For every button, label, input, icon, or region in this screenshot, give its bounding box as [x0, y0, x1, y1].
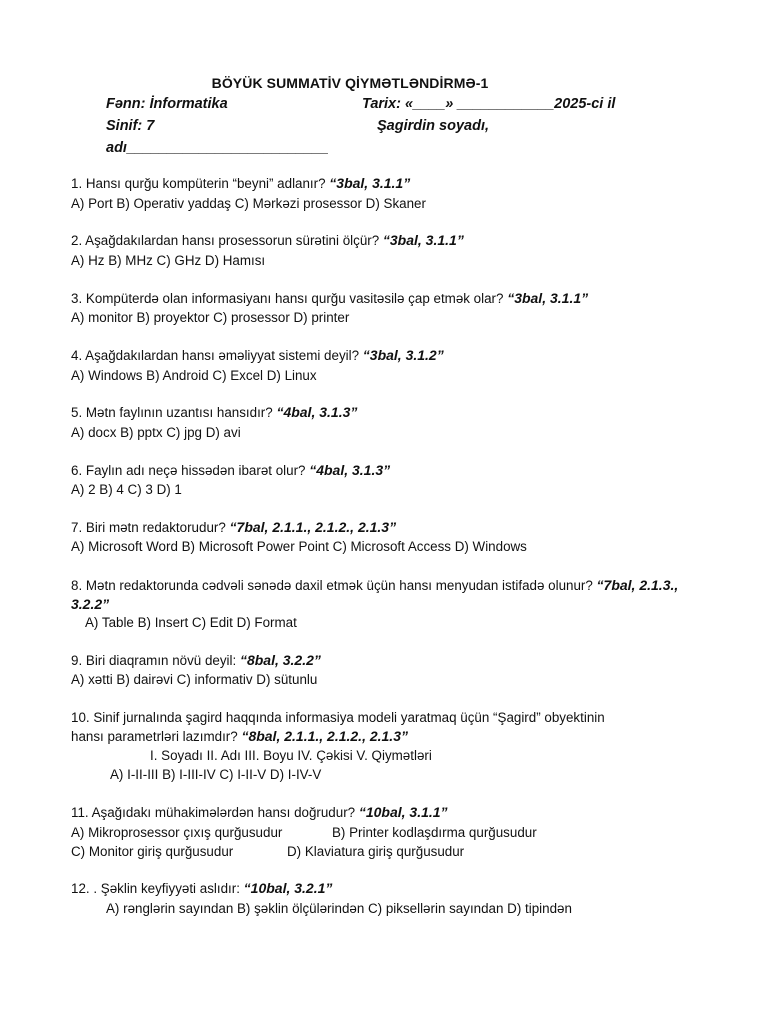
question-points: “10bal, 3.2.1” [243, 880, 333, 896]
answer-options: A) docx B) pptx C) jpg D) avi [71, 425, 241, 440]
question-10 [71, 708, 605, 727]
question-7 [71, 518, 396, 537]
question-points: “7bal, 2.1.1., 2.1.2., 2.1.3” [229, 519, 397, 535]
question-3 [71, 289, 588, 308]
question-12 [71, 879, 332, 898]
date-field: Tarix: «____» ____________2025-ci il [362, 96, 616, 112]
question-text: 7. Biri mətn redaktorudur? [71, 520, 230, 535]
answer-options: A) Microsoft Word B) Microsoft Power Point C) Microsoft Access D) Windows [71, 539, 527, 554]
answer-option-b: B) Printer kodlaşdırma qurğusudur [332, 825, 537, 840]
question-text: 1. Hansı qurğu kompüterin “beyni” adlanır? [71, 176, 330, 191]
question-text: 9. Biri diaqramın növü deyil: [71, 653, 240, 668]
question-8 [71, 576, 678, 595]
question-points: “3bal, 3.1.1” [507, 290, 589, 306]
answer-options: A) 2 B) 4 C) 3 D) 1 [71, 482, 182, 497]
question-points: “7bal, 2.1.3., [596, 577, 679, 593]
answer-option-d: D) Klaviatura giriş qurğusudur [287, 844, 465, 859]
question-points: “4bal, 3.1.3” [276, 404, 358, 420]
question-points: “3bal, 3.1.2” [362, 347, 444, 363]
question-8-continuation [71, 595, 109, 614]
exam-title: BÖYÜK SUMMATİV QİYMƏTLƏNDİRMƏ-1 [211, 75, 489, 91]
question-points: “10bal, 3.1.1” [358, 804, 448, 820]
answer-option-c: C) Monitor giriş qurğusudur [71, 844, 234, 859]
question-points: “8bal, 3.2.2” [239, 652, 321, 668]
question-6 [71, 461, 390, 480]
answer-option-a: A) Mikroprosessor çıxış qurğusudur [71, 825, 283, 840]
question-points-continued: 3.2.2” [71, 596, 110, 612]
question-text: 8. Mətn redaktorunda cədvəli sənədə daxil etmək üçün hansı menyudan istifadə olunur? [71, 578, 597, 593]
answer-options: A) Hz B) MHz C) GHz D) Hamısı [71, 253, 266, 268]
question-points: “4bal, 3.1.3” [309, 462, 391, 478]
question-text: 3. Kompüterdə olan informasiyanı hansı qurğu vasitəsilə çap etmək olar? [71, 291, 508, 306]
question-text: 6. Faylın adı neçə hissədən ibarət olur? [71, 463, 310, 478]
question-text: 5. Mətn faylının uzantısı hansıdır? [71, 405, 277, 420]
answer-options: A) Windows B) Android C) Excel D) Linux [71, 368, 317, 383]
student-name-field: adı_________________________ [106, 140, 329, 156]
question-10-continuation [71, 727, 408, 746]
answer-options: A) I-II-III B) I-III-IV C) I-II-V D) I-IV-V [110, 767, 322, 782]
question-11 [71, 803, 448, 822]
answer-options: A) Table B) Insert C) Edit D) Format [85, 615, 297, 630]
answer-options: A) Port B) Operativ yaddaş C) Mərkəzi prosessor D) Skaner [71, 196, 426, 211]
question-2 [71, 231, 464, 250]
question-9 [71, 651, 321, 670]
answer-options: A) rənglərin sayından B) şəklin ölçülərindən C) piksellərin sayından D) tipindən [106, 901, 572, 916]
question-text: 10. Sinif jurnalında şagird haqqında informasiya modeli yaratmaq üçün “Şagird” obyektinin [71, 710, 605, 725]
question-points: “8bal, 2.1.1., 2.1.2., 2.1.3” [241, 728, 408, 744]
question-text: 2. Aşağdakılardan hansı prosessorun sürətini ölçür? [71, 233, 383, 248]
subject-label: Fənn: İnformatika [106, 96, 228, 112]
question-4 [71, 346, 444, 365]
parameter-list: I. Soyadı II. Adı III. Boyu IV. Çəkisi V. Qiymətləri [150, 748, 432, 763]
question-text: 4. Aşağdakılardan hansı əməliyyat sistemi deyil? [71, 348, 363, 363]
question-points: “3bal, 3.1.1” [382, 232, 464, 248]
student-surname-field: Şagirdin soyadı, [377, 118, 489, 134]
answer-options: A) xətti B) dairəvi C) informativ D) sütunlu [71, 672, 318, 687]
question-points: “3bal, 3.1.1” [329, 175, 411, 191]
question-text: 11. Aşağıdakı mühakimələrdən hansı doğrudur? [71, 805, 359, 820]
question-5 [71, 403, 357, 422]
question-text: 12. . Şəklin keyfiyyəti aslıdır: [71, 881, 244, 896]
question-text-continued: hansı parametrləri lazımdır? [71, 729, 242, 744]
question-1 [71, 174, 410, 193]
answer-options: A) monitor B) proyektor C) prosessor D) printer [71, 310, 350, 325]
grade-label: Sinif: 7 [106, 118, 155, 134]
